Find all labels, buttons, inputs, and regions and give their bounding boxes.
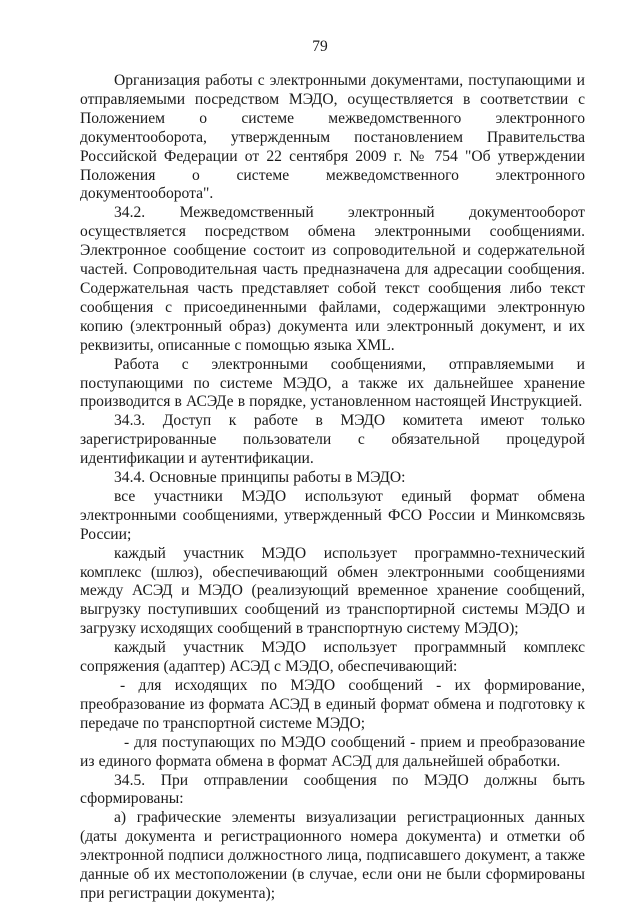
paragraph-outgoing: - для исходящих по МЭДО сообщений - их формирование, преобразование из формата АСЭД в единый формат обмена и подготовку к передаче по транспортной системе МЭДО;	[80, 677, 585, 732]
paragraph-34-2: 34.2. Межведомственный электронный документооборот осуществляется посредством обмена электронными сообщениями. Электронное сообщение состоит из сопроводительной и содержательной частей. Сопроводительная часть предназначена для адресации сообщения. Содержательная часть представляет собой текст сообщения либо текст сообщения с присоединенными файлами, содержащими электронную копию (электронный образ) документа или электронный документ, и их реквизиты, описанные с помощью языка XML.	[80, 204, 585, 354]
paragraph-incoming: - для поступающих по МЭДО сообщений - прием и преобразование из единого формата обмена в формат АСЭД для дальнейшей обработки.	[80, 733, 585, 770]
paragraph-adapter: каждый участник МЭДО использует программный комплекс сопряжения (адаптер) АСЭД с МЭДО, обеспечивающий:	[80, 639, 585, 676]
paragraph-medo-organization: Организация работы с электронными документами, поступающими и отправляемыми посредством МЭДО, осуществляется в соответствии с Положением о системе межведомственного электронного документооборота, утвержденным постановлением Правительства Российской Федерации от 22 сентября 2009 г. № 754 "Об утверждении Положения о системе межведомственного электронного документооборота".	[80, 72, 585, 203]
paragraph-unified-format: все участники МЭДО используют единый формат обмена электронными сообщениями, утвержденный ФСО России и Минкомсвязь России;	[80, 487, 585, 543]
paragraph-34-4: 34.4. Основные принципы работы в МЭДО:	[114, 469, 406, 487]
document-body	[80, 72, 585, 904]
paragraph-item-a: а) графические элементы визуализации регистрационных данных (даты документа и регистрационного номера документа) и отметки об электронной подписи должностного лица, подписавшего документ, а также данные об их местоположении (в случае, если они не были сформированы при регистрации документа);	[80, 809, 585, 902]
page-number: 79	[312, 38, 328, 55]
paragraph-34-5: 34.5. При отправлении сообщения по МЭДО должны быть сформированы:	[80, 771, 585, 808]
paragraph-gateway: каждый участник МЭДО использует программно-технический комплекс (шлюз), обеспечивающий обмен электронными сообщениями между АСЭД и МЭДО (реализующий временное хранение сообщений, выгрузку поступивших сообщений из транспортирной системы МЭДО и загрузку исходящих сообщений в транспортную систему МЭДО);	[80, 544, 585, 638]
paragraph-medo-storage: Работа с электронными сообщениями, отправляемыми и поступающими по системе МЭДО, а также их дальнейшее хранение производится в АСЭДе в порядке, установленном настоящей Инструкцией.	[80, 355, 585, 411]
paragraph-34-3: 34.3. Доступ к работе в МЭДО комитета имеют только зарегистрированные пользователи с обязательной процедурой идентификации и аутентификации.	[80, 412, 585, 468]
